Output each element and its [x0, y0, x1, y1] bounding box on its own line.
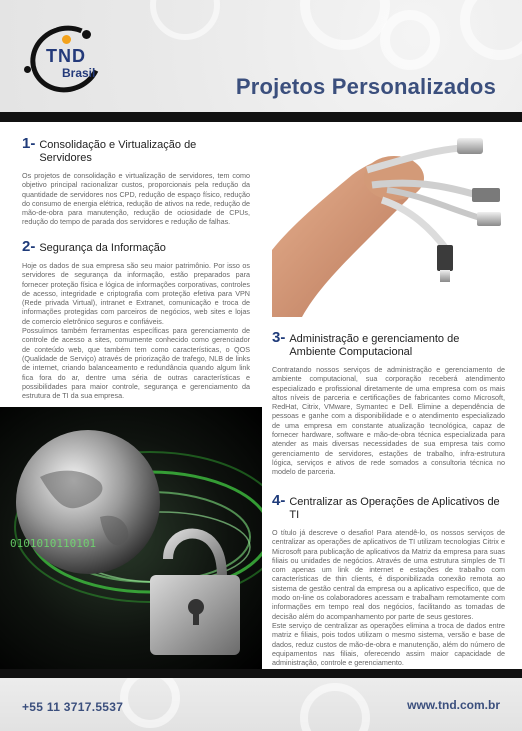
decorative-bubble — [460, 0, 522, 60]
page-footer — [0, 678, 522, 731]
page-title: Projetos Personalizados — [235, 74, 496, 99]
section-paragraph: Hoje os dados de sua empresa são seu maior patrimônio. Por isso os servidores de segurança da informação, estão preparados para fornecer proteção física e lógica de informações corporativas, controles de acesso, integridade e criptografia com proteção efetiva para VPN (Rede privada Virtual), intranet e Extranet, comunicação e troca de informações protegidas com parceiros de negócios, web sites e lojas de comercio eletrônico seguros e confiáveis. — [22, 261, 250, 326]
svg-text:0101010110101: 0101010110101 — [10, 537, 97, 550]
footer-divider — [0, 669, 522, 678]
decorative-bubble — [300, 683, 370, 731]
logo-subtitle: Brasil — [62, 66, 96, 80]
section-body — [22, 261, 250, 400]
section-number: 2- — [22, 238, 36, 255]
decorative-bubble — [150, 0, 220, 40]
section-body — [272, 528, 505, 667]
decorative-bubble — [120, 678, 180, 728]
decorative-bubble — [300, 0, 390, 50]
logo-dot-icon — [82, 30, 91, 39]
logo-orange-dot-icon — [62, 35, 71, 44]
page-header — [0, 0, 522, 112]
section-administracao — [272, 330, 505, 477]
tnd-logo[interactable] — [22, 22, 124, 100]
section-title: Centralizar as Operações de Aplicativos de TI — [289, 496, 500, 521]
hand-cables-illustration — [272, 130, 505, 317]
decorative-bubble — [380, 10, 440, 70]
logo-dot-icon — [24, 66, 31, 73]
section-body — [22, 171, 250, 227]
globe-padlock-image — [0, 407, 262, 669]
section-number: 4- — [272, 492, 286, 509]
section-number: 3- — [272, 329, 286, 346]
section-seguranca — [22, 239, 250, 400]
section-title: Administração e gerenciamento de Ambiente Computacional — [289, 333, 460, 358]
section-paragraph: Contratando nossos serviços de administração e gerenciamento de ambiente computacional, sua corporação receberá atendimento especializado e profissional diretamente de uma empresa com os mais altos níveis de parceria e certificações de fabricantes como Microsoft, RedHat, Citrix, VMware, Symantec e Dell. Elimine a dependência de pessoas e ganhe com a disponibilidade e o atendimento especializado de uma empresa em constante atualização tecnológica, capaz de fornecer hardware, software e mão-de-obra técnica especializada para atender as mais diversas necessidades de sua empresa tais como gerenciamento de servidores, estações de trabalho, infra-estrutura lógica, serviços e ativos de rede somados a consultoria técnica no modelo de parceria. — [272, 365, 505, 477]
website-link[interactable]: www.tnd.com.br — [407, 698, 500, 712]
hand-cables-image — [272, 130, 505, 317]
phone-number[interactable]: +55 11 3717.5537 — [22, 700, 124, 714]
section-paragraph: Este serviço de centralizar as operações elimina a troca de dados entre matriz e filiais, pois todos utilizam o mesmo sistema, versão e base de dados, reduz custos de mão-de-obra e manutenção, além do número de equipamentos nas filiais, oferecendo assim maior capacidade de administração, controle e gerenciamento. — [272, 620, 505, 668]
section-title: Segurança da Informação — [39, 242, 166, 254]
section-paragraph: Possuímos também ferramentas específicas para gerenciamento de controle de acesso a sites, comumente conhecido como gerenciador de conteúdo web, que também tem como características, o QOS (Qualidade de Serviço) através de priorização de trafego, NLB de links de internet, criando balanceamento e redundância quando algum link fica fora do ar, dentre uma séria de outras características e possibilidades para maior controle, segurança e gerenciamento da estrutura de TI da sua empresa. — [22, 326, 250, 401]
section-paragraph: Os projetos de consolidação e virtualização de servidores, tem como objetivo principal racionalizar custos, proporcionais pela redução da quantidade de servidores nos CPD, redução de espaço físico, redução do consumo de energia elétrica, redução de ativos na rede, redução de mão-de-obra para manutenção, redução de ociosidade de CPUs, redução do tempo de parada dos servidores e redução de falhas. — [22, 171, 250, 227]
section-body — [272, 365, 505, 477]
section-paragraph: O título já descreve o desafio! Para atendê-lo, os nossos serviços de centralizar as operações de aplicativos de TI utilizam tecnologias Citrix e Microsoft para publicação de aplicativos da Matriz da empresa para suas filiais ou unidades de negócios. Através de uma estrutura simples de TI com apenas um link de internet e estações de trabalho com características de thin clients, é disponibilizada conexão remota ao sistema de gestão central da empresa ou a aplicativo específico, que de modo on-line os colaboradores acessam e trabalham remotamente com informações em tempo real dos negócios, facilitando as tomadas de decisão além do acompanhamento por parte de seus gestores. — [272, 528, 505, 621]
section-number: 1- — [22, 135, 36, 152]
section-centralizar — [272, 493, 505, 667]
section-consolidacao — [22, 136, 250, 227]
globe-padlock-illustration — [0, 407, 262, 669]
logo-name: TND — [46, 46, 86, 66]
section-title: Consolidação e Virtualização de Servidores — [39, 139, 197, 164]
header-divider — [0, 112, 522, 122]
